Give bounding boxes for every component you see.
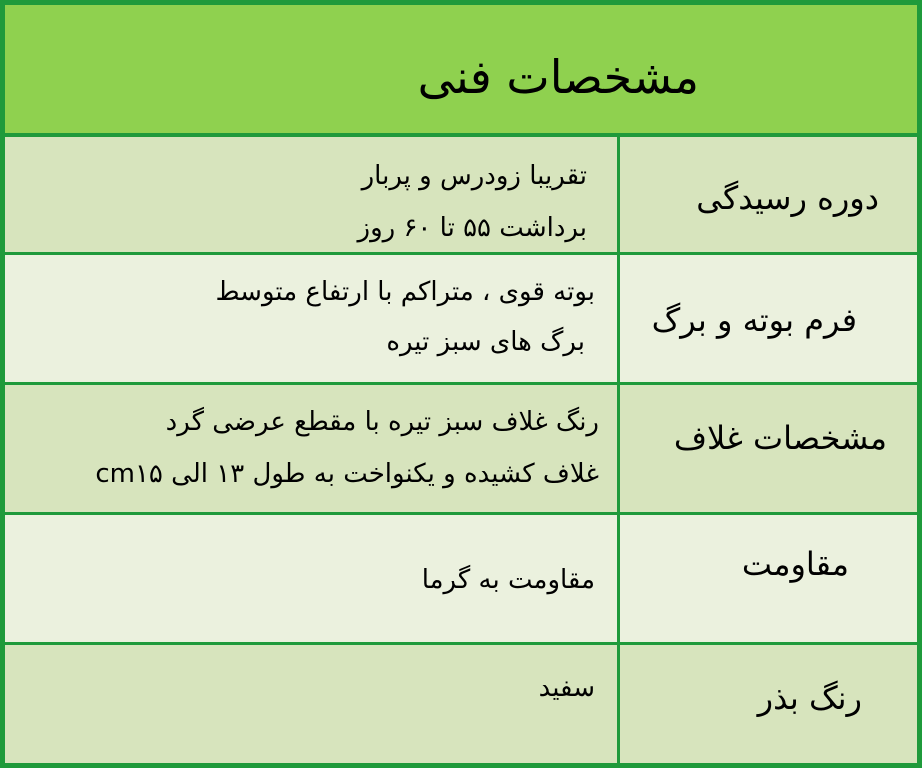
row-label-plant-form: فرم بوته و برگ <box>651 301 857 339</box>
row-value-pod-line1: رنگ غلاف سبز تیره با مقطع عرضی گرد <box>165 407 599 437</box>
column-divider <box>617 645 620 768</box>
row-label-seed-color: رنگ بذر <box>757 679 862 717</box>
row-label-pod: مشخصات غلاف <box>673 419 887 457</box>
column-divider <box>617 137 620 252</box>
table-row-plant-form <box>5 255 917 385</box>
row-value-ripening-line1: تقریبا زودرس و پربار <box>361 161 587 191</box>
row-value-pod-line2: غلاف کشیده و یکنواخت به طول ۱۳ الی cm۱۵ <box>95 459 599 489</box>
page-title: مشخصات فنی <box>417 50 699 104</box>
row-value-plant-form-line1: بوته قوی ، متراکم با ارتفاع متوسط <box>215 277 595 307</box>
table-row-pod <box>5 385 917 515</box>
table-header <box>5 5 917 137</box>
column-divider <box>617 385 620 512</box>
column-divider <box>617 515 620 642</box>
table-row-seed-color <box>5 645 917 768</box>
row-value-ripening-line2: برداشت ۵۵ تا ۶۰ روز <box>357 213 587 243</box>
row-value-plant-form-line2: برگ های سبز تیره <box>386 327 585 357</box>
row-label-resistance: مقاومت <box>741 545 849 583</box>
row-label-ripening: دوره رسیدگی <box>696 179 879 217</box>
column-divider <box>617 255 620 382</box>
row-value-resistance: مقاومت به گرما <box>421 565 595 595</box>
table-row-ripening <box>5 137 917 255</box>
table-row-resistance <box>5 515 917 645</box>
row-value-seed-color: سفید <box>538 673 595 703</box>
